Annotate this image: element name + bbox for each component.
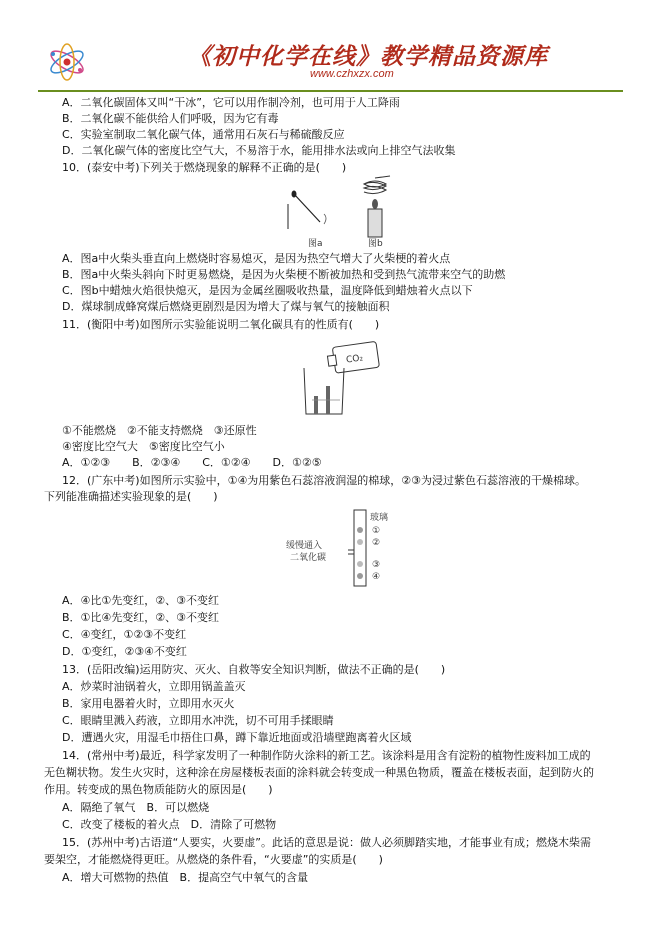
beaker-with-candles: [304, 368, 344, 414]
q9-option-a: A．二氧化碳固体又叫“干冰”，它可以用作制冷剂，也可用于人工降雨: [62, 96, 400, 109]
q14-options-line1: A．隔绝了氧气 B．可以燃烧: [62, 801, 210, 814]
q12-stem-line2: 下列能准确描述实验现象的是( ): [44, 490, 218, 503]
q15-stem-line1: 15．(苏州中考)古语道“人要实，火要虚”。此话的意思是说：做人必须脚踏实地，才能事业有成；燃烧木柴需: [62, 836, 591, 849]
ball-1-label: ①: [372, 526, 381, 536]
q10-option-b: B．图a中火柴头斜向下时更易燃烧，是因为火柴梗不断被加热和受到热气流带来空气的助燃: [62, 268, 506, 281]
q11-options: A．①②③ B．②③④ C．①②④ D．①②⑤: [62, 456, 322, 469]
q13-option-b: B．家用电器着火时，立即用水灭火: [62, 697, 235, 710]
fig-b-label: 图b: [368, 239, 383, 249]
ball-2-label: ②: [372, 538, 381, 548]
q13-stem: 13．(岳阳改编)运用防灾、灭火、自救等安全知识判断，做法不正确的是( ): [62, 663, 446, 676]
q14-stem-line3: 作用。转变成的黑色物质能防火的原因是( ): [44, 783, 273, 796]
q14-stem-line2: 无色糊状物。发生火灾时，这种涂在房屋楼板表面的涂料就会转变成一种黑色物质，覆盖在楼板表面，起到防火的: [44, 766, 594, 779]
q12-option-c: C．④变红，①②③不变红: [62, 628, 187, 641]
q10-figure: [280, 174, 410, 250]
q11-properties-line1: ①不能燃烧 ②不能支持燃烧 ③还原性: [62, 424, 257, 437]
q12-figure-tube: [282, 508, 412, 590]
candle-coil-figure-b: [364, 176, 390, 237]
q12-stem-line1: 12．(广东中考)如图所示实验中，①④为用紫色石蕊溶液润湿的棉球，②③为浸过紫色石蕊溶液的干燥棉球。: [62, 474, 587, 487]
q14-options-line2: C．改变了楼板的着火点 D．清除了可燃物: [62, 818, 277, 831]
q11-figure-co2-pouring: [298, 338, 388, 418]
co2-bottle: [326, 341, 379, 374]
q13-option-d: D．遭遇火灾，用湿毛巾捂住口鼻，蹲下靠近地面或沿墙壁跑离着火区域: [62, 731, 412, 744]
q10-option-c: C．图b中蜡烛火焰很快熄灭，是因为金属丝圈吸收热量，温度降低到蜡烛着火点以下: [62, 284, 473, 297]
header-url: www.czhxzx.com: [310, 68, 394, 80]
q13-option-c: C．眼睛里溅入药液，立即用水冲洗，切不可用手揉眼睛: [62, 714, 334, 727]
header-title: 《初中化学在线》教学精品资源库: [188, 43, 548, 70]
q12-option-a: A．④比①先变红，②、③不变红: [62, 594, 219, 607]
q13-option-a: A．炒菜时油锅着火，立即用锅盖盖灭: [62, 680, 246, 693]
q10-stem: 10．(泰安中考)下列关于燃烧现象的解释不正确的是( ): [62, 161, 347, 174]
inlet-label-2: 二氧化碳: [290, 553, 327, 563]
ball-4-label: ④: [372, 572, 381, 582]
ball-3-label: ③: [372, 560, 381, 570]
fig-top-label: 玻璃: [370, 513, 389, 523]
q9-option-b: B．二氧化碳不能供给人们呼吸，因为它有毒: [62, 112, 279, 125]
match-figure-a: [288, 191, 326, 230]
q15-options-line1: A．增大可燃物的热值 B．提高空气中氧气的含量: [62, 871, 309, 884]
q9-option-c: C．实验室制取二氧化碳气体，通常用石灰石与稀硫酸反应: [62, 128, 345, 141]
q11-properties-line2: ④密度比空气大 ⑤密度比空气小: [62, 440, 225, 453]
q9-option-d: D．二氧化碳气体的密度比空气大，不易溶于水，能用排水法或向上排空气法收集: [62, 144, 456, 157]
q12-option-d: D．①变红，②③④不变红: [62, 645, 187, 658]
co2-label: CO₂: [345, 353, 364, 366]
q12-option-b: B．①比④先变红，②、③不变红: [62, 611, 219, 624]
fig-a-label: 图a: [308, 239, 323, 249]
inlet-label-1: 缓慢通入: [286, 541, 323, 551]
q10-option-d: D．煤球制成蜂窝煤后燃烧更剧烈是因为增大了煤与氧气的接触面积: [62, 300, 390, 313]
q11-stem: 11．(衡阳中考)如图所示实验能说明二氧化碳具有的性质有( ): [62, 318, 380, 331]
q10-option-a: A．图a中火柴头垂直向上燃烧时容易熄灭，是因为热空气增大了火柴梗的着火点: [62, 252, 451, 265]
q15-stem-line2: 要架空，才能燃烧得更旺。从燃烧的条件看，“火要虚”的实质是( ): [44, 853, 383, 866]
q14-stem-line1: 14．(常州中考)最近，科学家发明了一种制作防火涂料的新工艺。该涂料是用含有淀粉的植物性废料加工成的: [62, 749, 591, 762]
